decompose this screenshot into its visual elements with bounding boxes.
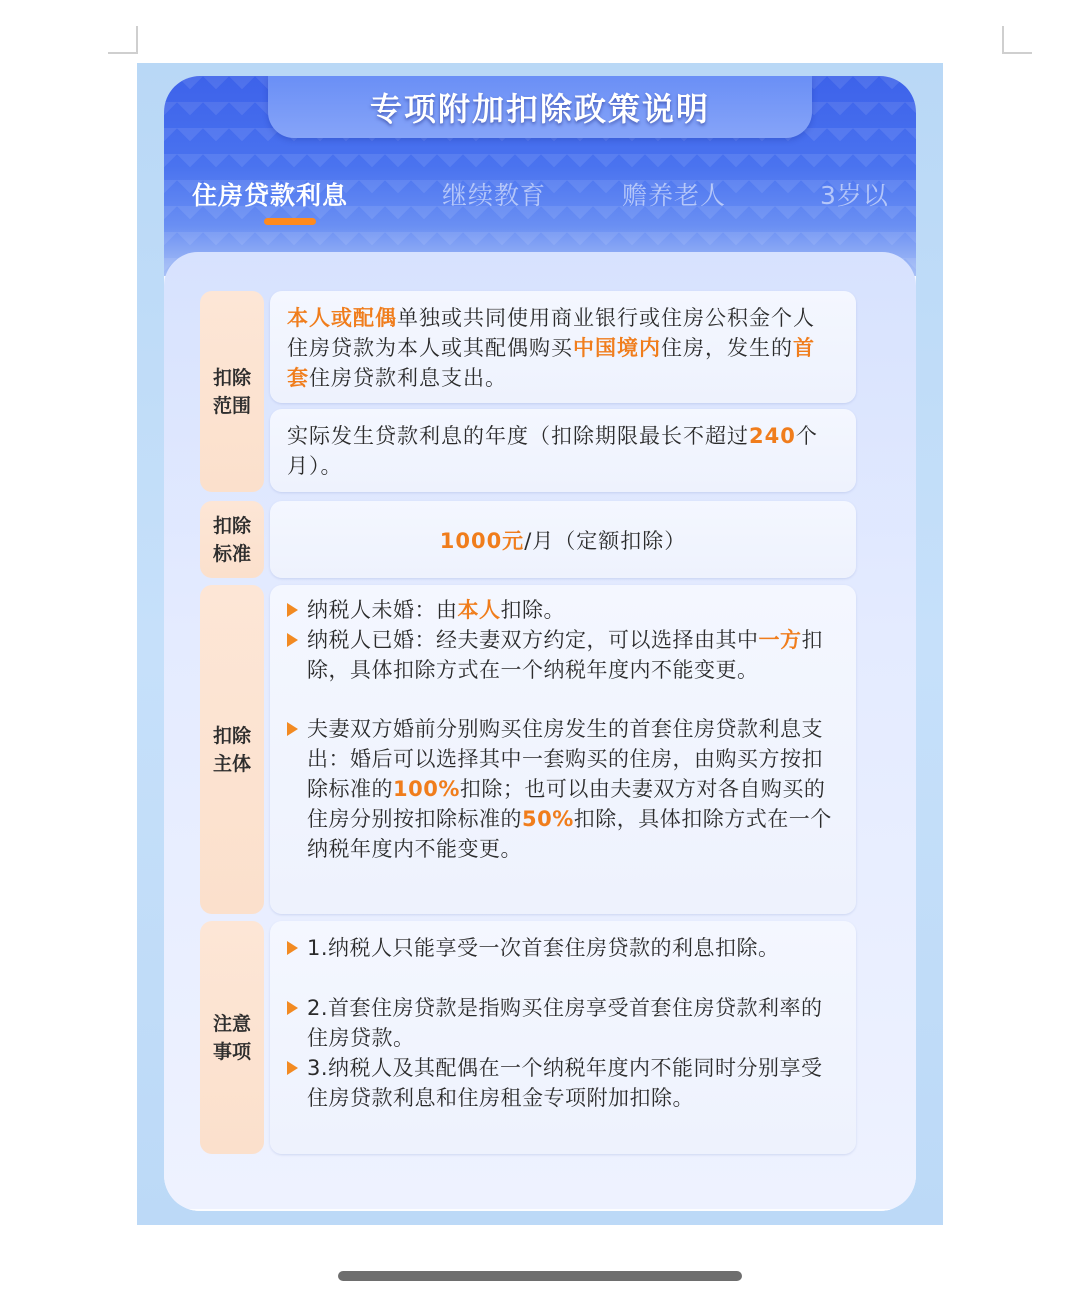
crop-mark-top-left — [108, 26, 138, 54]
label-deduction-scope: 扣除范围 — [200, 291, 264, 492]
subject-bullet-1: 纳税人未婚：由本人扣除。 — [287, 595, 840, 625]
bullet-arrow-icon — [287, 1061, 298, 1075]
title-plate — [268, 76, 812, 138]
note-item-2: 2.首套住房贷款是指购买住房享受首套住房贷款利率的住房贷款。 — [287, 993, 840, 1053]
scope-paragraph-2: 实际发生贷款利息的年度（扣除期限最长不超过240个月）。 — [287, 424, 818, 478]
bullet-arrow-icon — [287, 941, 298, 955]
tab-housing-loan-interest[interactable]: 住房贷款利息 — [192, 181, 349, 210]
note-item-3: 3.纳税人及其配偶在一个纳税年度内不能同时分别享受住房贷款利息和住房租金专项附加扣除。 — [287, 1053, 840, 1113]
image-frame — [137, 63, 943, 1225]
subject-content — [270, 585, 856, 914]
notes-content — [270, 921, 856, 1154]
label-deduction-subject: 扣除主体 — [200, 585, 264, 914]
scope-content-2 — [270, 409, 856, 492]
label-notes: 注意事项 — [200, 921, 264, 1154]
page-title: 专项附加扣除政策说明 — [369, 90, 710, 128]
scope-paragraph-1: 本人或配偶单独或共同使用商业银行或住房公积金个人住房贷款为本人或其配偶购买中国境内住房，发生的首套住房贷款利息支出。 — [287, 306, 815, 390]
tab-elderly-support[interactable]: 赡养老人 — [622, 181, 727, 210]
bullet-arrow-icon — [287, 603, 298, 617]
subject-bullet-2: 纳税人已婚：经夫妻双方约定，可以选择由其中一方扣除，具体扣除方式在一个纳税年度内不能变更。 — [287, 625, 840, 685]
tab-bar — [164, 176, 916, 236]
bullet-arrow-icon — [287, 633, 298, 647]
crop-mark-top-right — [1002, 26, 1032, 54]
label-deduction-standard: 扣除标准 — [200, 501, 264, 578]
subject-bullet-3: 夫妻双方婚前分别购买住房发生的首套住房贷款利息支出：婚后可以选择其中一套购买的住房，由购买方按扣除标准的100%扣除；也可以由夫妻双方对各自购买的住房分别按扣除标准的50%扣除，具体扣除方式在一个纳税年度内不能变更。 — [287, 714, 840, 864]
card-header — [164, 76, 916, 276]
standard-content — [270, 501, 856, 578]
standard-text: 1000元/月（定额扣除） — [439, 528, 687, 553]
bullet-arrow-icon — [287, 1001, 298, 1015]
policy-card — [164, 76, 916, 1211]
home-indicator[interactable] — [338, 1271, 742, 1281]
tab-child-care[interactable]: 3岁以 — [820, 181, 889, 210]
bullet-arrow-icon — [287, 722, 298, 736]
scope-content-1 — [270, 291, 856, 403]
tab-continuing-education[interactable]: 继续教育 — [442, 181, 547, 210]
active-tab-indicator — [264, 218, 316, 225]
note-item-1: 1.纳税人只能享受一次首套住房贷款的利息扣除。 — [287, 933, 840, 963]
